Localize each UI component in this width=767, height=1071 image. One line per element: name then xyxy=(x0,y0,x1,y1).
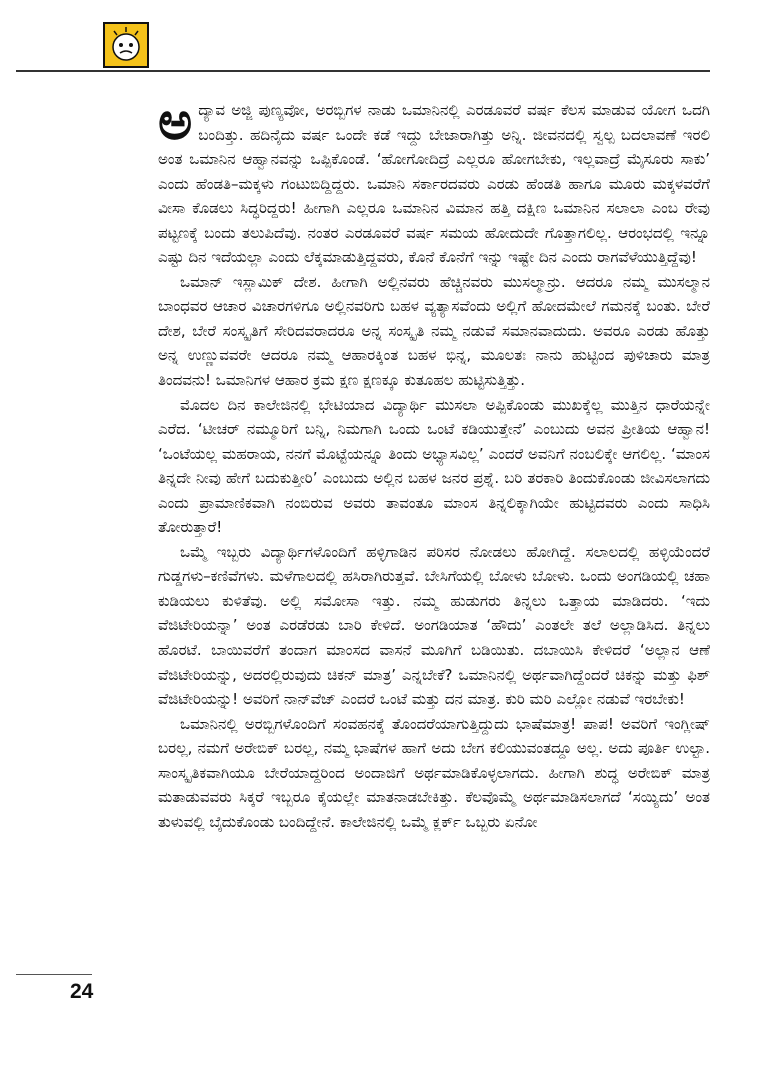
paragraph-5: ಒಮಾನಿನಲ್ಲಿ ಅರಬ್ಬಿಗಳೊಂದಿಗೆ ಸಂವಹನಕ್ಕೆ ತೊಂದರೆಯಾಗುತ್ತಿದ್ದುದು ಭಾಷೆಮಾತ್ರ! ಪಾಪ! ಅವರಿಗೆ ಇಂಗ್ಲೀಷ್ ಬರಲ್ಲ, ನಮಗೆ ಅರೇಬಿಕ್ ಬರಲ್ಲ, ನಮ್ಮ ಭಾಷೆಗಳ ಹಾಗೆ ಅದು ಬೇಗ ಕಲಿಯುವಂತದ್ದೂ ಅಲ್ಲ. ಅದು ಪೂರ್ತಿ ಉಲ್ಟಾ. ಸಾಂಸ್ಕೃತಿಕವಾಗಿಯೂ ಬೇರೆಯಾದ್ದರಿಂದ ಅಂದಾಜಿಗೆ ಅರ್ಥಮಾಡಿಕೊಳ್ಳಲಾಗದು. ಹೀಗಾಗಿ ಶುದ್ಧ ಅರೇಬಿಕ್ ಮಾತ್ರ ಮತಾಡುವವರು ಸಿಕ್ಕರೆ ಇಬ್ಬರೂ ಕೈಯಲ್ಲೇ ಮಾತನಾಡಬೇಕಿತ್ತು. ಕೆಲವೊಮ್ಮೆ ಅರ್ಥಮಾಡಿಸಲಾಗದೆ ‘ಸಯ್ಯಿದು’ ಅಂತ ತುಳುವಲ್ಲಿ ಬೈದುಕೊಂಡು ಬಂದಿದ್ದೇನೆ. ಕಾಲೇಜಿನಲ್ಲಿ ಒಮ್ಮೆ ಕ್ಲರ್ಕ್ ಒಬ್ಬರು ಏನೋ xyxy=(158,714,710,831)
cartoon-face-logo-icon xyxy=(103,22,149,68)
paragraph-1 xyxy=(158,91,710,270)
footer-rule xyxy=(16,974,92,975)
paragraph-1-text: ದ್ಯಾವ ಅಜ್ಜಿ ಪುಣ್ಯವೋ, ಅರಬ್ಬಿಗಳ ನಾಡು ಒಮಾನಿನಲ್ಲಿ ಎರಡೂವರೆ ವರ್ಷ ಕೆಲಸ ಮಾಡುವ ಯೋಗ ಒದಗಿ ಬಂದಿತ್ತು. ಹದಿನೈದು ವರ್ಷ ಒಂದೇ ಕಡೆ ಇದ್ದು ಬೇಜಾರಾಗಿತ್ತು ಅನ್ನಿ. ಜೀವನದಲ್ಲಿ ಸ್ವಲ್ಪ ಬದಲಾವಣೆ ಇರಲಿ ಅಂತ ಒಮಾನಿನ ಆಹ್ವಾನವನ್ನು ಒಪ್ಪಿಕೊಂಡೆ. ‘ಹೋಗೋದಿದ್ರೆ ಎಲ್ಲರೂ ಹೋಗಬೇಕು, ಇಲ್ಲವಾದ್ರೆ ಮೈಸೂರು ಸಾಕು’ ಎಂದು ಹೆಂಡತಿ–ಮಕ್ಕಳು ಗಂಟುಬಿದ್ದಿದ್ದರು. ಒಮಾನಿ ಸರ್ಕಾರದವರು ಎರಡು ಹೆಂಡತಿ ಹಾಗೂ ಮೂರು ಮಕ್ಕಳವರೆಗೆ ವೀಸಾ ಕೊಡಲು ಸಿದ್ಧರಿದ್ದರು! ಹೀಗಾಗಿ ಎಲ್ಲರೂ ಒಮಾನಿನ ವಿಮಾನ ಹತ್ತಿ ದಕ್ಷಿಣ ಒಮಾನಿನ ಸಲಾಲಾ ಎಂಬ ರೇವು ಪಟ್ಟಣಕ್ಕೆ ಬಂದು ತಲುಪಿದೆವು. ನಂತರ ಎರಡೂವರೆ ವರ್ಷ ಸಮಯ ಹೋದುದೇ ಗೊತ್ತಾಗಲಿಲ್ಲ. ಆರಂಭದಲ್ಲಿ ಇನ್ನೂ ಎಷ್ಟು ದಿನ ಇದೆಯಲ್ಲಾ ಎಂದು ಲೆಕ್ಕಮಾಡುತ್ತಿದ್ದವರು, ಕೊನೆ ಕೊನೆಗೆ ಇನ್ನು ಇಷ್ಟೇ ದಿನ ಎಂದು ರಾಗವೆಳೆಯುತ್ತಿದ್ದೆವು! xyxy=(158,101,710,267)
paragraph-3: ಮೊದಲ ದಿನ ಕಾಲೇಜಿನಲ್ಲಿ ಭೇಟಿಯಾದ ವಿದ್ಯಾರ್ಥಿ ಮುಸಲಾ ಅಪ್ಪಿಕೊಂಡು ಮುಖಕ್ಕೆಲ್ಲ ಮುತ್ತಿನ ಧಾರೆಯನ್ನೇ ಎರೆದ. ‘ಟೀಚರ್ ನಮ್ಮೂರಿಗೆ ಬನ್ನಿ, ನಿಮಗಾಗಿ ಒಂದು ಒಂಟೆ ಕಡಿಯುತ್ತೇನೆ’ ಎಂಬುದು ಅವನ ಪ್ರೀತಿಯ ಆಹ್ವಾನ! ‘ಒಂಟೆಯಲ್ಲ ಮಹರಾಯ, ನನಗೆ ಮೊಟ್ಟೆಯನ್ನೂ ತಿಂದು ಅಭ್ಯಾಸವಿಲ್ಲ’ ಎಂದರೆ ಅವನಿಗೆ ನಂಬಲಿಕ್ಕೇ ಆಗಲಿಲ್ಲ. ‘ಮಾಂಸ ತಿನ್ನದೇ ನೀವು ಹೇಗೆ ಬದುಕುತ್ತೀರಿ’ ಎಂಬುದು ಅಲ್ಲಿನ ಬಹಳ ಜನರ ಪ್ರಶ್ನೆ. ಬರಿ ತರಕಾರಿ ತಿಂದುಕೊಂಡು ಜೀವಿಸಲಾಗದು ಎಂದು ಪ್ರಾಮಾಣಿಕವಾಗಿ ನಂಬಿರುವ ಅವರು ತಾವಂತೂ ಮಾಂಸ ತಿನ್ನಲಿಕ್ಕಾಗಿಯೇ ಹುಟ್ಟಿದವರು ಎಂದು ಸಾಧಿಸಿ ತೋರುತ್ತಾರೆ! xyxy=(158,395,710,537)
paragraph-4: ಒಮ್ಮೆ ಇಬ್ಬರು ವಿದ್ಯಾರ್ಥಿಗಳೊಂದಿಗೆ ಹಳ್ಳಿಗಾಡಿನ ಪರಿಸರ ನೋಡಲು ಹೋಗಿದ್ದೆ. ಸಲಾಲದಲ್ಲಿ ಹಳ್ಳಿಯೆಂದರೆ ಗುಡ್ಡಗಳು–ಕಣಿವೆಗಳು. ಮಳೆಗಾಲದಲ್ಲಿ ಹಸಿರಾಗಿರುತ್ತವೆ. ಬೇಸಿಗೆಯಲ್ಲಿ ಬೋಳು ಬೋಳು. ಒಂದು ಅಂಗಡಿಯಲ್ಲಿ ಚಹಾ ಕುಡಿಯಲು ಕುಳಿತೆವು. ಅಲ್ಲಿ ಸಮೋಸಾ ಇತ್ತು. ನಮ್ಮ ಹುಡುಗರು ತಿನ್ನಲು ಒತ್ತಾಯ ಮಾಡಿದರು. ‘ಇದು ವೆಜಿಟೇರಿಯನ್ನಾ’ ಅಂತ ಎರಡೆರಡು ಬಾರಿ ಕೇಳಿದೆ. ಅಂಗಡಿಯಾತ ‘ಹೌದು’ ಎಂತಲೇ ತಲೆ ಅಲ್ಲಾಡಿಸಿದ. ತಿನ್ನಲು ಹೊರಟೆ. ಬಾಯಿವರೆಗೆ ತಂದಾಗ ಮಾಂಸದ ವಾಸನೆ ಮೂಗಿಗೆ ಬಡಿಯಿತು. ದಬಾಯಿಸಿ ಕೇಳಿದರೆ ‘ಅಲ್ಲಾನ ಆಣೆ ವೆಜಿಟೇರಿಯನ್ನು, ಅದರಲ್ಲಿರುವುದು ಚಿಕನ್ ಮಾತ್ರ’ ಎನ್ನಬೇಕೆ? ಒಮಾನಿನಲ್ಲಿ ಅರ್ಥವಾಗಿದ್ದೆಂದರೆ ಚಿಕನ್ನು ಮತ್ತು ಫಿಶ್ ವೆಜಿಟೇರಿಯನ್ನು! ಅವರಿಗೆ ನಾನ್‌ವೆಜ್ ಎಂದರೆ ಒಂಟೆ ಮತ್ತು ದನ ಮಾತ್ರ. ಕುರಿ ಮರಿ ಎಲ್ಲೋ ನಡುವೆ ಇರಬೇಕು! xyxy=(158,542,710,709)
header-rule xyxy=(16,70,710,72)
page-number: 24 xyxy=(70,980,94,1003)
article-body xyxy=(158,91,710,834)
drop-cap: ಅ xyxy=(158,91,193,152)
paragraph-2: ಒಮಾನ್ ಇಸ್ಲಾಮಿಕ್ ದೇಶ. ಹೀಗಾಗಿ ಅಲ್ಲಿನವರು ಹೆಚ್ಚಿನವರು ಮುಸಲ್ಮಾನ್ರು. ಆದರೂ ನಮ್ಮ ಮುಸಲ್ಮಾನ ಬಾಂಧವರ ಆಚಾರ ವಿಚಾರಗಳಿಗೂ ಅಲ್ಲಿನವರಿಗು ಬಹಳ ವ್ಯತ್ಯಾಸವೆಂದು ಅಲ್ಲಿಗೆ ಹೋದಮೇಲೆ ಗಮನಕ್ಕೆ ಬಂತು. ಬೇರೆ ದೇಶ, ಬೇರೆ ಸಂಸ್ಕೃತಿಗೆ ಸೇರಿದವರಾದರೂ ಅನ್ನ ಸಂಸ್ಕೃತಿ ನಮ್ಮ ನಡುವೆ ಸಮಾನವಾದುದು. ಅವರೂ ಎರಡು ಹೊತ್ತು ಅನ್ನ ಉಣ್ಣುವವರೇ ಆದರೂ ನಮ್ಮ ಆಹಾರಕ್ಕಿಂತ ಬಹಳ ಭಿನ್ನ, ಮೂಲತಃ ನಾನು ಹುಟ್ಟಿಂದ ಪುಳಿಚಾರು ಮಾತ್ರ ತಿಂದವನು! ಒಮಾನಿಗಳ ಆಹಾರ ಕ್ರಮ ಕ್ಷಣ ಕ್ಷಣಕ್ಕೂ ಕುತೂಹಲ ಹುಟ್ಟಿಸುತ್ತಿತ್ತು. xyxy=(158,272,710,390)
